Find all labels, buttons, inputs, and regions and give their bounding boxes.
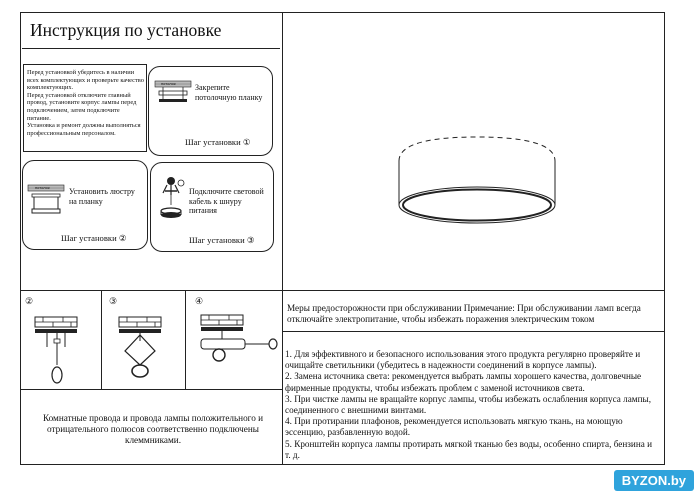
lamp-drum-illustration xyxy=(395,133,559,225)
title-rule xyxy=(22,48,280,49)
page-title: Инструкция по установке xyxy=(30,20,222,40)
step-1-label: Закрепите потолочную планку xyxy=(195,83,263,102)
wiring-number-2: ② xyxy=(25,296,34,306)
precaution-text: Меры предосторожности при обслуживании Примечание: При обслуживании ламп всегда отключайте электропитание, чтобы избежать поражения электрическим током xyxy=(287,303,641,325)
maintenance-list xyxy=(285,349,659,461)
step-1-caption: Шаг установки ① xyxy=(185,137,251,147)
watermark-badge: BYZON.by xyxy=(614,470,694,491)
maintenance-item: 3. При чистке лампы не вращайте корпус лампы, чтобы избежать ослабления корпуса лампы, соединенного с внешними винтами. xyxy=(285,393,651,416)
wiring-divider-1 xyxy=(101,291,102,389)
step-1-box xyxy=(148,66,273,156)
step-3-box xyxy=(150,162,274,252)
wiring-text: Комнатные провода и провода лампы положительного и отрицательного полюсов соответственно подключены клеммниками. xyxy=(42,413,264,446)
cable-connection-illustration xyxy=(157,173,191,219)
wiring-hrule xyxy=(21,389,283,390)
intro-box xyxy=(23,64,147,152)
maintenance-item: 1. Для эффективного и безопасного использования этого продукта регулярно проверяйте и очищайте светильники (убедитесь в надежности соединений в корпусе лампы). xyxy=(285,349,641,371)
step-2-label: Установить люстру на планку xyxy=(69,187,135,206)
step-2-bracket-text: потолок xyxy=(35,185,50,190)
wiring-panel xyxy=(20,290,284,465)
wiring-number-3: ③ xyxy=(109,296,118,306)
step-3-label: Подключите световой кабель к шнуру питания xyxy=(189,187,264,216)
maintenance-item: 5. Кронштейн корпуса лампы протирать мягкой тканью без воды, особенно спирта, бензина и т. д. xyxy=(285,438,653,460)
step-2-caption: Шаг установки ② xyxy=(61,233,127,243)
wiring-divider-2 xyxy=(185,291,186,389)
wiring-diagram-3 xyxy=(115,313,181,387)
wiring-number-4: ④ xyxy=(195,296,204,306)
step-3-caption: Шаг установки ③ xyxy=(189,235,255,245)
intro-text: Перед установкой убедитесь в наличии всех комплектующих и проверьте качество комплектующих. Перед установкой отключите главный провод, установите корпус лампы перед подключением, затем подключите питание. Установка и ремонт должны выполняться профессиональным персоналом. xyxy=(27,69,144,137)
step-2-box xyxy=(22,160,148,250)
maintenance-item: 2. Замена источника света: рекомендуется выбрать лампы хорошего качества, долговечные фирменные продукты, чтобы избежать проблем с заменой источников света. xyxy=(285,371,642,393)
step-1-bracket-text: потолок xyxy=(161,81,176,86)
maintenance-item: 4. При протирании плафонов, рекомендуется использовать мягкую ткань, на моющую эссенцию, разбавленную водой. xyxy=(285,416,623,438)
maintenance-rule xyxy=(283,331,664,332)
maintenance-panel xyxy=(282,290,665,465)
title-box xyxy=(22,14,280,49)
wiring-diagram-2 xyxy=(31,313,95,387)
wiring-diagram-4 xyxy=(197,311,281,381)
lamp-drawing-panel xyxy=(282,12,665,292)
